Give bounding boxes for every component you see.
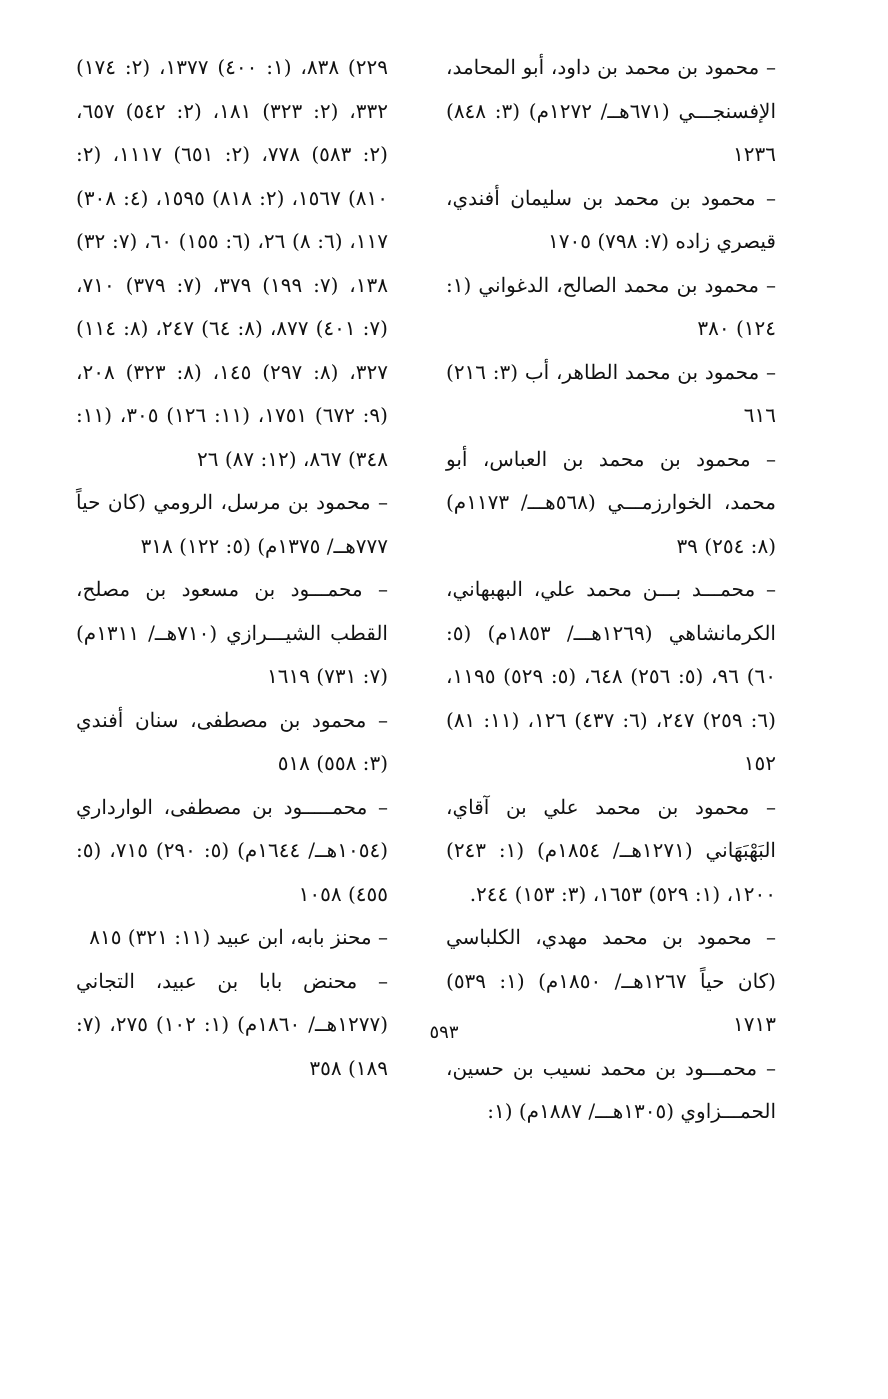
- index-column-right: [446, 46, 776, 1134]
- index-column-left: [76, 46, 388, 1090]
- index-entry: – محنز بابه، ابن عبيد (١١: ٣٢١) ٨١٥: [89, 925, 388, 949]
- index-entry: – محمود بن محمد بن العباس، أبو محمد، الخوارزمـــي (٥٦٨هـــ/ ١١٧٣م) (٨: ٢٥٤) ٣٩: [446, 446, 776, 558]
- index-entry: – محنض بابا بن عبيد، التجاني (١٢٧٧هــ/ ١٨٦٠م) (١: ١٠٢) ٢٧٥، (٧: ١٨٩) ٣٥٨: [76, 968, 388, 1080]
- index-entry: – محمود بن محمد الطاهر، أب (٣: ٢١٦) ٦١٦: [446, 359, 776, 427]
- index-entry: – محمود بن مصطفى، سنان أفندي (٣: ٥٥٨) ٥١٨: [76, 707, 388, 775]
- index-entry: – محمود بن محمد الصالح، الدغواني (١: ١٢٤) ٣٨٠: [446, 272, 776, 340]
- index-entry-continuation: ٢٢٩) ٨٣٨، (١: ٤٠٠) ١٣٧٧، (٢: ١٧٤) ٣٣٢، (٢: ٣٢٣) ١٨١، (٢: ٥٤٢) ٦٥٧، (٢: ٥٨٣) ٧٧٨، (٢: ٦٥١) ١١١٧، (٢: ٨١٠) ١٥٦٧، (٢: ٨١٨) ١٥٩٥، (٤: ٣٠٨) ١١٧، (٦: ٨) ٢٦، (٦: ١٥٥) ٦٠، (٧: ٣٢) ١٣٨، (٧: ١٩٩) ٣٧٩، (٧: ٣٧٩) ٧١٠، (٧: ٤٠١) ٨٧٧، (٨: ٦٤) ٢٤٧، (٨: ١١٤) ٣٢٧، (٨: ٢٩٧) ١٤٥، (٨: ٣٢٣) ٢٠٨، (٩: ٦٧٢) ١٧٥١، (١١: ١٢٦) ٣٠٥، (١١: ٣٤٨) ٨٦٧، (١٢: ٨٧) ٢٦: [76, 55, 388, 471]
- index-entry: – محمود بن مرسل، الرومي (كان حياً ٧٧٧هــ/ ١٣٧٥م) (٥: ١٢٢) ٣١٨: [76, 490, 388, 558]
- index-entry: – محمـــــود بن مصطفى، الوارداري (١٠٥٤هــ/ ١٦٤٤م) (٥: ٢٩٠) ٧١٥، (٥: ٤٥٥) ١٠٥٨: [76, 794, 388, 906]
- page-number: ٥٩٣: [429, 1022, 459, 1043]
- index-entry: – محمود بن محمد علي بن آقاي، البَهْبَهَاني (١٢٧١هــ/ ١٨٥٤م) (١: ٢٤٣) ١٢٠٠، (١: ٥٢٩) ١٦٥٣، (٣: ١٥٣) ٢٤٤.: [446, 794, 776, 906]
- index-entry: – محمود بن محمد بن سليمان أفندي، قيصري زاده (٧: ٧٩٨) ١٧٠٥: [446, 185, 776, 253]
- index-entry: – محمود بن محمد مهدي، الكلباسي (كان حياً ١٢٦٧هــ/ ١٨٥٠م) (١: ٥٣٩) ١٧١٣: [446, 925, 776, 1036]
- index-entry: – محمود بن محمد بن داود، أبو المحامد، الإفسنجـــي (٦٧١هــ/ ١٢٧٢م) (٣: ٨٤٨) ١٢٣٦: [446, 55, 776, 166]
- index-entry: – محمـــود بن محمد نسيب بن حسين، الحمـــزاوي (١٣٠٥هـــ/ ١٨٨٧م) (١:: [446, 1055, 776, 1123]
- index-entry: – محمـــد بـــن محمد علي، البهبهاني، الكرمانشاهي (١٢٦٩هـــ/ ١٨٥٣م) (٥: ٦٠) ٩٦، (٥: ٢٥٦) ٦٤٨، (٥: ٥٢٩) ١١٩٥، (٦: ٢٥٩) ٢٤٧، (٦: ٤٣٧) ١٢٦، (١١: ٨١) ١٥٢: [446, 577, 776, 775]
- index-entry: – محمـــود بن مسعود بن مصلح، القطب الشيـــرازي (٧١٠هــ/ ١٣١١م) (٧: ٧٣١) ١٦١٩: [76, 577, 388, 688]
